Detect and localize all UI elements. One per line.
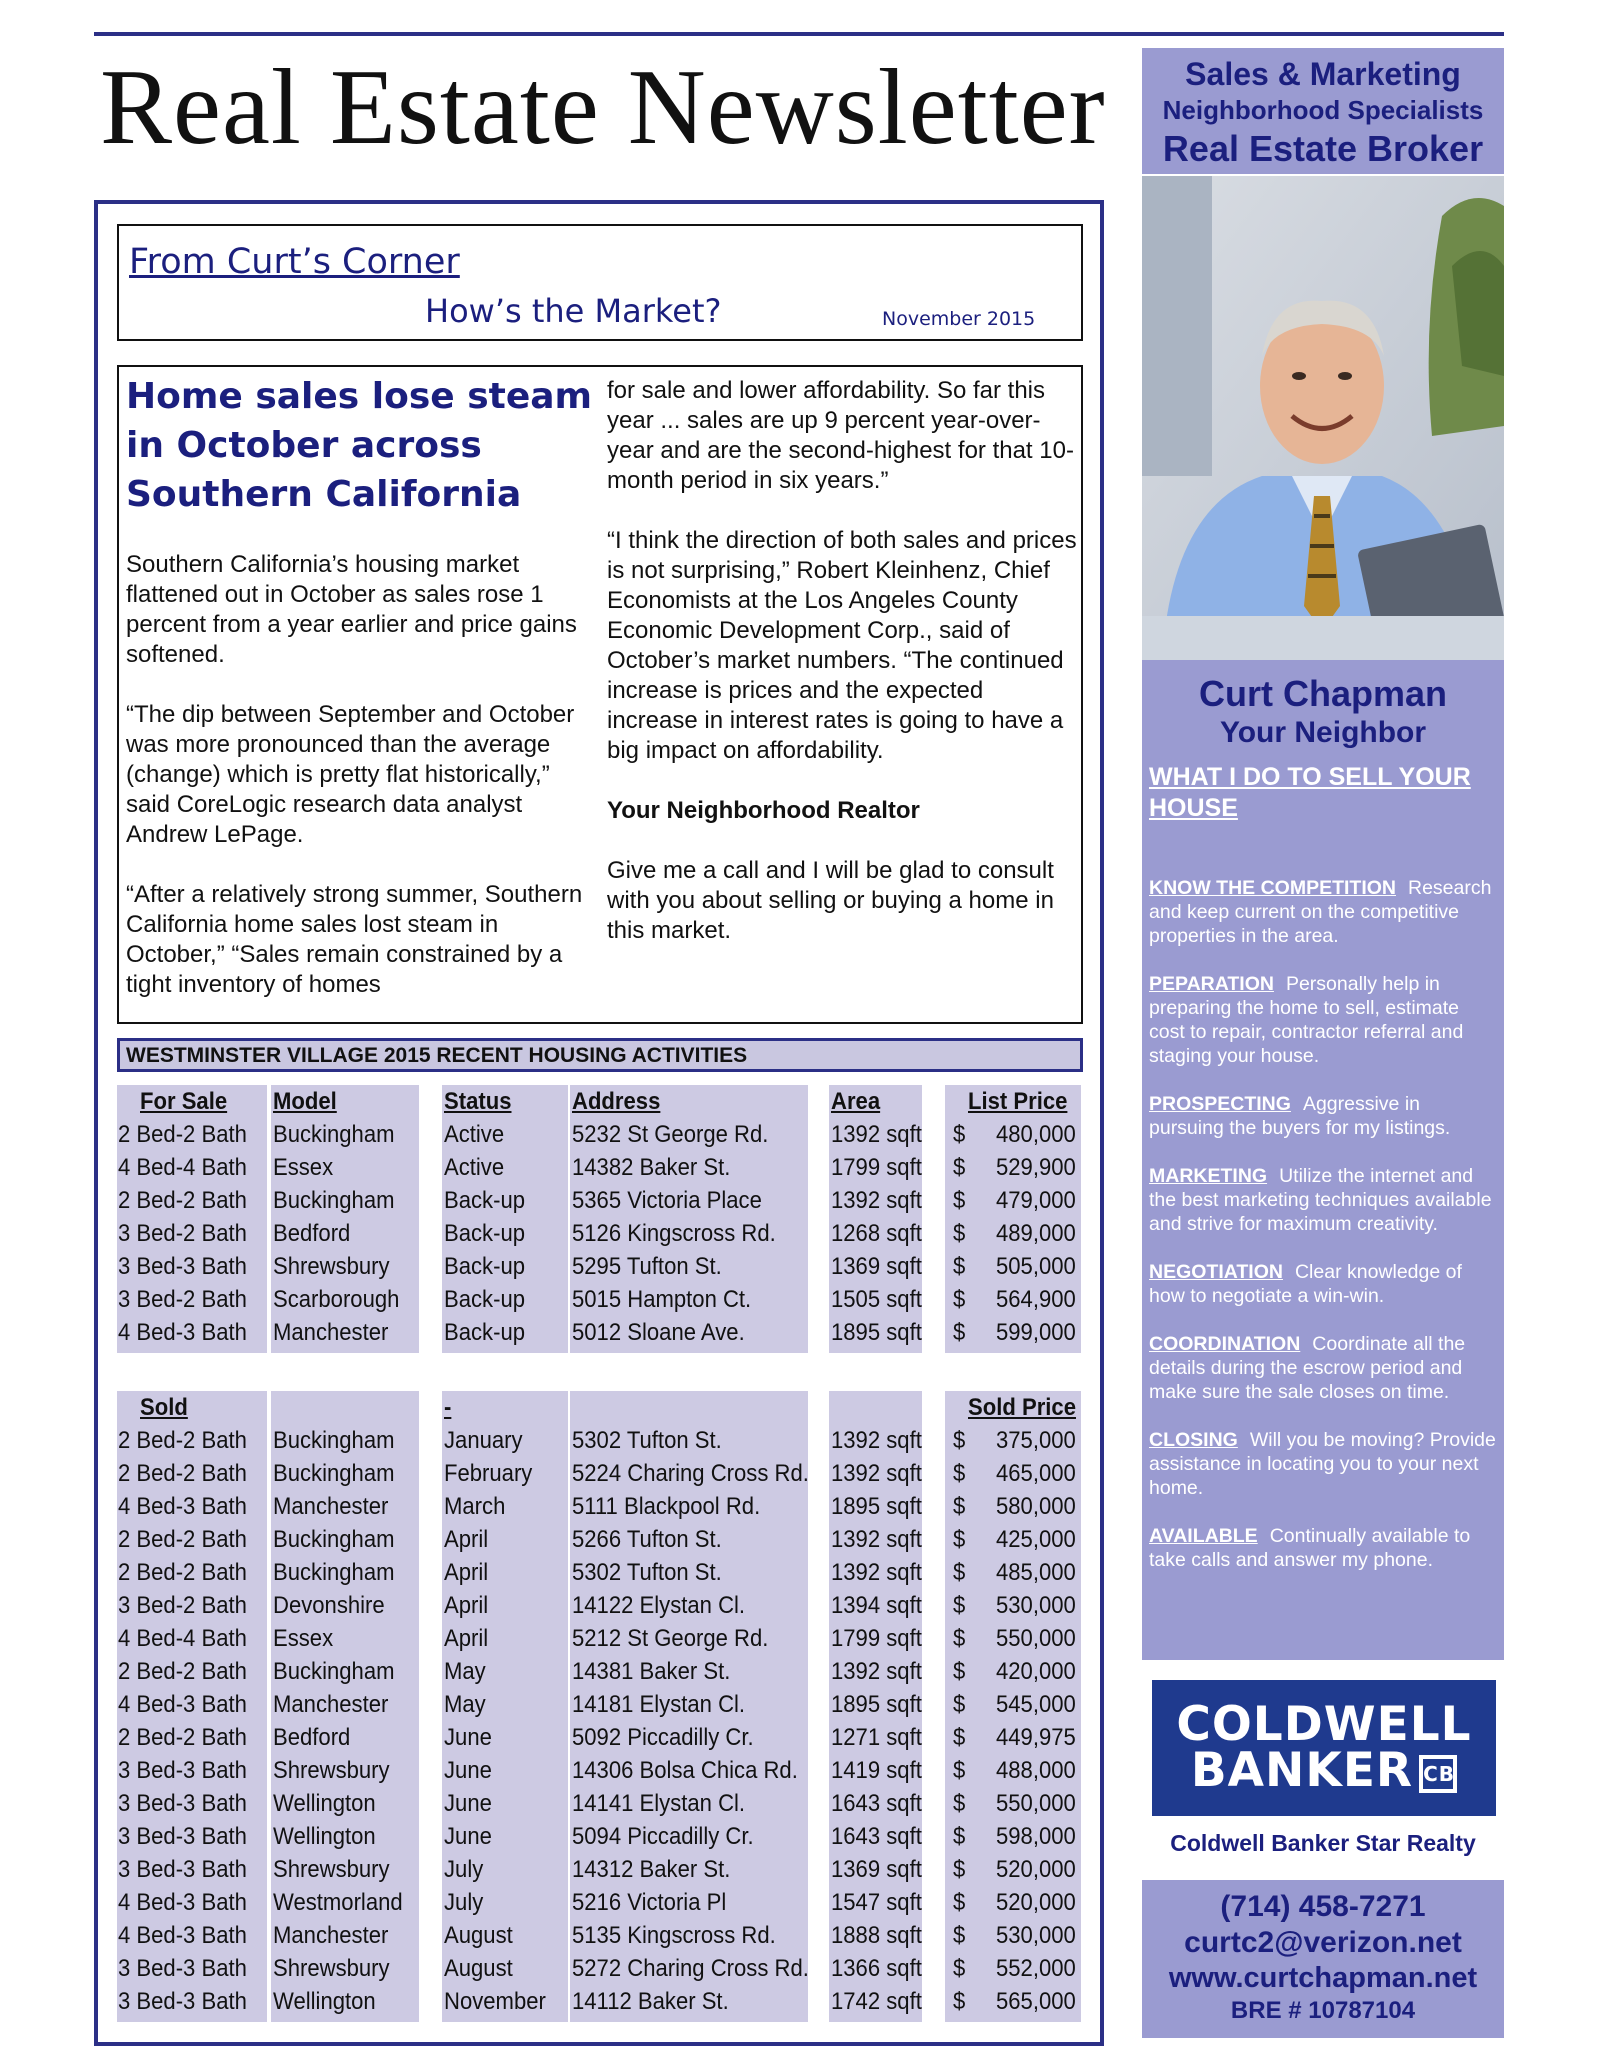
for-sale-header: List Price [968, 1088, 1068, 1115]
table-cell-area: 1392 sqft [831, 1658, 922, 1685]
table-cell-model: Wellington [273, 1790, 376, 1817]
article-column-right [607, 376, 1077, 976]
newsletter-title: Real Estate Newsletter [100, 48, 1106, 167]
table-cell-area: 1419 sqft [831, 1757, 922, 1784]
table-cell-type: 4 Bed-4 Bath [118, 1154, 247, 1181]
table-cell-address: 14381 Baker St. [572, 1658, 731, 1685]
table-cell-model: Manchester [273, 1691, 389, 1718]
table-cell-address: 5111 Blackpool Rd. [572, 1493, 761, 1520]
table-cell-type: 3 Bed-3 Bath [118, 1988, 247, 2015]
table-cell-type: 3 Bed-3 Bath [118, 1757, 247, 1784]
agent-tagline: Your Neighbor [1219, 716, 1427, 749]
table-cell-price: 375,000 [996, 1427, 1076, 1454]
article-paragraph: for sale and lower affordability. So far this year ... sales are up 9 percent year-over-year and are the second-highest for that 10-month period in six years.” [607, 377, 1074, 494]
service-item [1149, 1092, 1499, 1140]
table-cell-area: 1366 sqft [831, 1955, 922, 1982]
table-cell-price: 598,000 [996, 1823, 1076, 1850]
table-cell-currency: $ [953, 1559, 966, 1586]
table-cell-currency: $ [953, 1154, 966, 1181]
service-text: Research and keep current on the competitive properties in the area. [1149, 877, 1492, 947]
table-cell-status: May [444, 1691, 486, 1718]
table-cell-area: 1394 sqft [831, 1592, 922, 1619]
table-cell-price: 465,000 [996, 1460, 1076, 1487]
table-cell-area: 1271 sqft [831, 1724, 922, 1751]
service-item [1149, 876, 1499, 948]
corner-subtitle: How’s the Market? [425, 292, 722, 330]
table-cell-status: May [444, 1658, 486, 1685]
table-cell-price: 479,000 [996, 1187, 1076, 1214]
table-cell-model: Bedford [273, 1220, 351, 1247]
table-cell-currency: $ [953, 1592, 966, 1619]
table-cell-model: Shrewsbury [273, 1856, 390, 1883]
table-cell-price: 520,000 [996, 1889, 1076, 1916]
table-cell-type: 2 Bed-2 Bath [118, 1121, 247, 1148]
sold-header: - [444, 1394, 452, 1421]
closing-paragraph: Give me a call and I will be glad to consult with you about selling or buying a home in this market. [607, 857, 1054, 944]
table-cell-currency: $ [953, 1625, 966, 1652]
table-cell-area: 1799 sqft [831, 1154, 922, 1181]
table-cell-area: 1895 sqft [831, 1493, 922, 1520]
sidebar-line-3: Real Estate Broker [1162, 128, 1484, 169]
table-cell-address: 5212 St George Rd. [572, 1625, 769, 1652]
service-text: Will you be moving? Provide assistance in locating you to your next home. [1149, 1429, 1496, 1499]
agent-photo [1142, 176, 1504, 660]
sidebar-line-1: Sales & Marketing [1185, 56, 1461, 92]
table-cell-price: 565,000 [996, 1988, 1076, 2015]
table-cell-price: 420,000 [996, 1658, 1076, 1685]
sidebar-header [1142, 48, 1504, 174]
table-cell-type: 4 Bed-3 Bath [118, 1493, 247, 1520]
table-cell-area: 1888 sqft [831, 1922, 922, 1949]
table-cell-price: 449,975 [996, 1724, 1076, 1751]
website-link[interactable]: www.curtchapman.net [1168, 1962, 1478, 1994]
table-cell-address: 5266 Tufton St. [572, 1526, 722, 1553]
table-cell-area: 1742 sqft [831, 1988, 922, 2015]
table-cell-currency: $ [953, 1319, 966, 1346]
table-cell-status: February [444, 1460, 533, 1487]
table-cell-area: 1392 sqft [831, 1187, 922, 1214]
table-cell-price: 530,000 [996, 1592, 1076, 1619]
table-cell-price: 550,000 [996, 1625, 1076, 1652]
table-cell-status: November [444, 1988, 546, 2015]
table-cell-currency: $ [953, 1121, 966, 1148]
table-cell-status: Back-up [444, 1187, 526, 1214]
table-cell-type: 2 Bed-2 Bath [118, 1559, 247, 1586]
service-item [1149, 1164, 1499, 1236]
table-cell-type: 3 Bed-3 Bath [118, 1856, 247, 1883]
table-cell-model: Shrewsbury [273, 1253, 390, 1280]
table-cell-currency: $ [953, 1493, 966, 1520]
sidebar-line-2: Neighborhood Specialists [1162, 95, 1484, 125]
table-cell-model: Buckingham [273, 1559, 395, 1586]
table-cell-price: 489,000 [996, 1220, 1076, 1247]
article-paragraph: “The dip between September and October was more pronounced than the average (change) which is pretty flat historically,” said CoreLogic research data analyst Andrew LePage. [126, 701, 575, 848]
table-cell-type: 2 Bed-2 Bath [118, 1526, 247, 1553]
table-cell-status: January [444, 1427, 523, 1454]
for-sale-header: For Sale [140, 1088, 228, 1115]
cb-mark-icon: CB [1419, 1755, 1457, 1793]
table-cell-model: Buckingham [273, 1526, 395, 1553]
service-key: CLOSING [1149, 1429, 1238, 1451]
table-cell-type: 3 Bed-2 Bath [118, 1592, 247, 1619]
table-cell-area: 1643 sqft [831, 1823, 922, 1850]
table-cell-address: 5135 Kingscross Rd. [572, 1922, 776, 1949]
issue-date: November 2015 [882, 308, 1036, 330]
top-rule [94, 32, 1504, 36]
table-cell-type: 2 Bed-2 Bath [118, 1658, 247, 1685]
table-cell-address: 5126 Kingscross Rd. [572, 1220, 776, 1247]
table-cell-address: 5272 Charing Cross Rd. [572, 1955, 809, 1982]
for-sale-header: Status [444, 1088, 512, 1115]
article-paragraph: Southern California’s housing market flattened out in October as sales rose 1 percent from a year earlier and price gains softened. [126, 551, 577, 668]
table-cell-type: 4 Bed-3 Bath [118, 1319, 247, 1346]
table-cell-address: 14141 Elystan Cl. [572, 1790, 746, 1817]
table-cell-address: 14112 Baker St. [572, 1988, 729, 2015]
table-cell-address: 14312 Baker St. [572, 1856, 731, 1883]
table-cell-currency: $ [953, 1187, 966, 1214]
table-cell-area: 1369 sqft [831, 1856, 922, 1883]
table-cell-currency: $ [953, 1526, 966, 1553]
table-cell-model: Bedford [273, 1724, 351, 1751]
table-cell-area: 1268 sqft [831, 1220, 922, 1247]
table-cell-type: 3 Bed-2 Bath [118, 1220, 247, 1247]
table-cell-area: 1392 sqft [831, 1460, 922, 1487]
services-heading: WHAT I DO TO SELL YOUR HOUSE [1149, 763, 1471, 822]
table-cell-address: 14181 Elystan Cl. [572, 1691, 746, 1718]
table-cell-type: 3 Bed-3 Bath [118, 1253, 247, 1280]
table-cell-status: April [444, 1592, 489, 1619]
table-cell-model: Manchester [273, 1922, 389, 1949]
contact-box [1142, 1880, 1504, 2038]
table-cell-currency: $ [953, 1856, 966, 1883]
service-text: Continually available to take calls and answer my phone. [1149, 1525, 1471, 1571]
table-cell-address: 5302 Tufton St. [572, 1427, 722, 1454]
table-cell-status: Active [444, 1154, 505, 1181]
service-text: Coordinate all the details during the escrow period and make sure the sale closes on time. [1149, 1333, 1466, 1403]
table-cell-price: 530,000 [996, 1922, 1076, 1949]
table-cell-type: 4 Bed-3 Bath [118, 1922, 247, 1949]
table-cell-status: June [444, 1790, 492, 1817]
table-cell-currency: $ [953, 1253, 966, 1280]
service-key: PEPARATION [1149, 973, 1274, 995]
logo-line-1: COLDWELL [1176, 1697, 1472, 1752]
service-key: KNOW THE COMPETITION [1149, 877, 1396, 899]
service-item [1149, 1332, 1499, 1404]
table-cell-status: Back-up [444, 1286, 526, 1313]
table-cell-currency: $ [953, 1988, 966, 2015]
service-key: NEGOTIATION [1149, 1261, 1283, 1283]
service-key: PROSPECTING [1149, 1093, 1291, 1115]
table-cell-type: 2 Bed-2 Bath [118, 1460, 247, 1487]
table-cell-type: 2 Bed-2 Bath [118, 1724, 247, 1751]
table-cell-currency: $ [953, 1427, 966, 1454]
article-paragraph: “After a relatively strong summer, Southern California home sales lost steam in October,” “Sales remain constrained by a tight inventory of homes [126, 881, 583, 998]
table-cell-address: 5015 Hampton Ct. [572, 1286, 752, 1313]
article-headline: Home sales lose steam in October across Southern California [126, 376, 593, 515]
service-text: Personally help in preparing the home to sell, estimate cost to repair, contractor referral and staging your house. [1149, 973, 1464, 1067]
table-cell-area: 1505 sqft [831, 1286, 922, 1313]
table-cell-model: Scarborough [273, 1286, 400, 1313]
coldwell-banker-logo [1152, 1680, 1496, 1816]
table-cell-type: 3 Bed-3 Bath [118, 1790, 247, 1817]
table-cell-currency: $ [953, 1724, 966, 1751]
table-cell-model: Buckingham [273, 1121, 395, 1148]
table-cell-price: 529,900 [996, 1154, 1076, 1181]
table-cell-price: 545,000 [996, 1691, 1076, 1718]
table-cell-address: 14306 Bolsa Chica Rd. [572, 1757, 798, 1784]
table-cell-area: 1392 sqft [831, 1559, 922, 1586]
table-cell-address: 14382 Baker St. [572, 1154, 731, 1181]
table-cell-currency: $ [953, 1460, 966, 1487]
table-cell-address: 5224 Charing Cross Rd. [572, 1460, 809, 1487]
table-cell-area: 1547 sqft [831, 1889, 922, 1916]
article-paragraph: “I think the direction of both sales and prices is not surprising,” Robert Kleinhenz, Chief Economists at the Los Angeles County Economic Development Corp., said of October’s market numbers. “The continued increase is prices and the expected increase in interest rates is going to have a big impact on affordability. [607, 527, 1077, 764]
table-cell-type: 2 Bed-2 Bath [118, 1187, 247, 1214]
table-cell-price: 505,000 [996, 1253, 1076, 1280]
article-column-left [126, 550, 586, 1030]
table-cell-price: 599,000 [996, 1319, 1076, 1346]
table-cell-currency: $ [953, 1757, 966, 1784]
table-cell-address: 14122 Elystan Cl. [572, 1592, 746, 1619]
table-cell-address: 5094 Piccadilly Cr. [572, 1823, 754, 1850]
for-sale-header: Address [572, 1088, 661, 1115]
table-cell-price: 488,000 [996, 1757, 1076, 1784]
table-cell-status: July [444, 1856, 484, 1883]
table-cell-model: Essex [273, 1154, 334, 1181]
table-cell-status: April [444, 1559, 489, 1586]
table-cell-status: August [444, 1922, 513, 1949]
company-name: Coldwell Banker Star Realty [1170, 1830, 1476, 1856]
table-cell-model: Shrewsbury [273, 1955, 390, 1982]
table-cell-area: 1895 sqft [831, 1319, 922, 1346]
services-list [1149, 876, 1499, 1596]
table-cell-model: Shrewsbury [273, 1757, 390, 1784]
table-cell-currency: $ [953, 1922, 966, 1949]
sold-header: Sold Price [968, 1394, 1076, 1421]
table-cell-price: 480,000 [996, 1121, 1076, 1148]
table-cell-price: 580,000 [996, 1493, 1076, 1520]
table-cell-status: April [444, 1526, 489, 1553]
service-key: AVAILABLE [1149, 1525, 1258, 1547]
table-cell-model: Westmorland [273, 1889, 403, 1916]
table-cell-currency: $ [953, 1691, 966, 1718]
for-sale-header: Area [831, 1088, 881, 1115]
service-item [1149, 1428, 1499, 1500]
table-cell-address: 5302 Tufton St. [572, 1559, 722, 1586]
service-item [1149, 1260, 1499, 1308]
table-cell-currency: $ [953, 1658, 966, 1685]
table-cell-address: 5012 Sloane Ave. [572, 1319, 745, 1346]
table-cell-price: 485,000 [996, 1559, 1076, 1586]
for-sale-header: Model [273, 1088, 337, 1115]
service-key: COORDINATION [1149, 1333, 1301, 1355]
table-cell-status: Back-up [444, 1253, 526, 1280]
service-text: Utilize the internet and the best marketing techniques available and strive for maximum creativity. [1149, 1165, 1492, 1235]
table-cell-area: 1392 sqft [831, 1121, 922, 1148]
table-cell-type: 4 Bed-3 Bath [118, 1889, 247, 1916]
sold-header: Sold [140, 1394, 188, 1421]
table-cell-area: 1643 sqft [831, 1790, 922, 1817]
table-cell-model: Buckingham [273, 1658, 395, 1685]
bre-number: BRE # 10787104 [1230, 1997, 1416, 2024]
table-cell-status: Back-up [444, 1319, 526, 1346]
table-cell-model: Wellington [273, 1988, 376, 2015]
table-cell-price: 520,000 [996, 1856, 1076, 1883]
service-text: Aggressive in pursuing the buyers for my listings. [1149, 1093, 1451, 1139]
table-cell-area: 1369 sqft [831, 1253, 922, 1280]
table-cell-type: 2 Bed-2 Bath [118, 1427, 247, 1454]
table-cell-status: Active [444, 1121, 505, 1148]
email-link[interactable]: curtc2@verizon.net [1184, 1926, 1462, 1959]
table-cell-status: June [444, 1757, 492, 1784]
table-cell-currency: $ [953, 1955, 966, 1982]
service-item [1149, 1524, 1499, 1572]
agent-name: Curt Chapman [1198, 673, 1447, 714]
table-cell-model: Manchester [273, 1493, 389, 1520]
table-cell-model: Buckingham [273, 1427, 395, 1454]
table-cell-address: 5232 St George Rd. [572, 1121, 769, 1148]
table-cell-status: April [444, 1625, 489, 1652]
table-cell-type: 3 Bed-3 Bath [118, 1823, 247, 1850]
table-cell-type: 3 Bed-2 Bath [118, 1286, 247, 1313]
table-cell-model: Devonshire [273, 1592, 385, 1619]
table-cell-price: 552,000 [996, 1955, 1076, 1982]
table-cell-model: Wellington [273, 1823, 376, 1850]
table-cell-address: 5216 Victoria Pl [572, 1889, 727, 1916]
table-cell-status: August [444, 1955, 513, 1982]
table-cell-area: 1392 sqft [831, 1526, 922, 1553]
table-cell-model: Essex [273, 1625, 334, 1652]
table-cell-address: 5295 Tufton St. [572, 1253, 722, 1280]
table-cell-status: March [444, 1493, 506, 1520]
service-text: Clear knowledge of how to negotiate a win-win. [1149, 1261, 1462, 1307]
table-cell-model: Buckingham [273, 1460, 395, 1487]
table-cell-address: 5092 Piccadilly Cr. [572, 1724, 754, 1751]
table-cell-price: 564,900 [996, 1286, 1076, 1313]
table-cell-status: June [444, 1724, 492, 1751]
table-cell-status: July [444, 1889, 484, 1916]
table-cell-area: 1392 sqft [831, 1427, 922, 1454]
table-cell-price: 550,000 [996, 1790, 1076, 1817]
table-cell-model: Manchester [273, 1319, 389, 1346]
phone-number[interactable]: (714) 458-7271 [1220, 1890, 1426, 1923]
service-item [1149, 972, 1499, 1068]
table-cell-address: 5365 Victoria Place [572, 1187, 762, 1214]
table-cell-status: Back-up [444, 1220, 526, 1247]
table-cell-model: Buckingham [273, 1187, 395, 1214]
corner-title: From Curt’s Corner [129, 242, 460, 282]
table-cell-currency: $ [953, 1286, 966, 1313]
table-cell-type: 4 Bed-3 Bath [118, 1691, 247, 1718]
table-cell-type: 4 Bed-4 Bath [118, 1625, 247, 1652]
table-cell-type: 3 Bed-3 Bath [118, 1955, 247, 1982]
logo-line-2: BANKER CB [1152, 1748, 1496, 1794]
curts-corner-box [117, 224, 1083, 341]
table-cell-currency: $ [953, 1889, 966, 1916]
realtor-subhead: Your Neighborhood Realtor [607, 797, 920, 824]
table-cell-currency: $ [953, 1823, 966, 1850]
service-key: MARKETING [1149, 1165, 1268, 1187]
table-cell-price: 425,000 [996, 1526, 1076, 1553]
table-cell-area: 1799 sqft [831, 1625, 922, 1652]
table-cell-area: 1895 sqft [831, 1691, 922, 1718]
table-cell-currency: $ [953, 1220, 966, 1247]
table-cell-currency: $ [953, 1790, 966, 1817]
table-cell-status: June [444, 1823, 492, 1850]
housing-table-title: WESTMINSTER VILLAGE 2015 RECENT HOUSING ACTIVITIES [117, 1038, 1083, 1072]
